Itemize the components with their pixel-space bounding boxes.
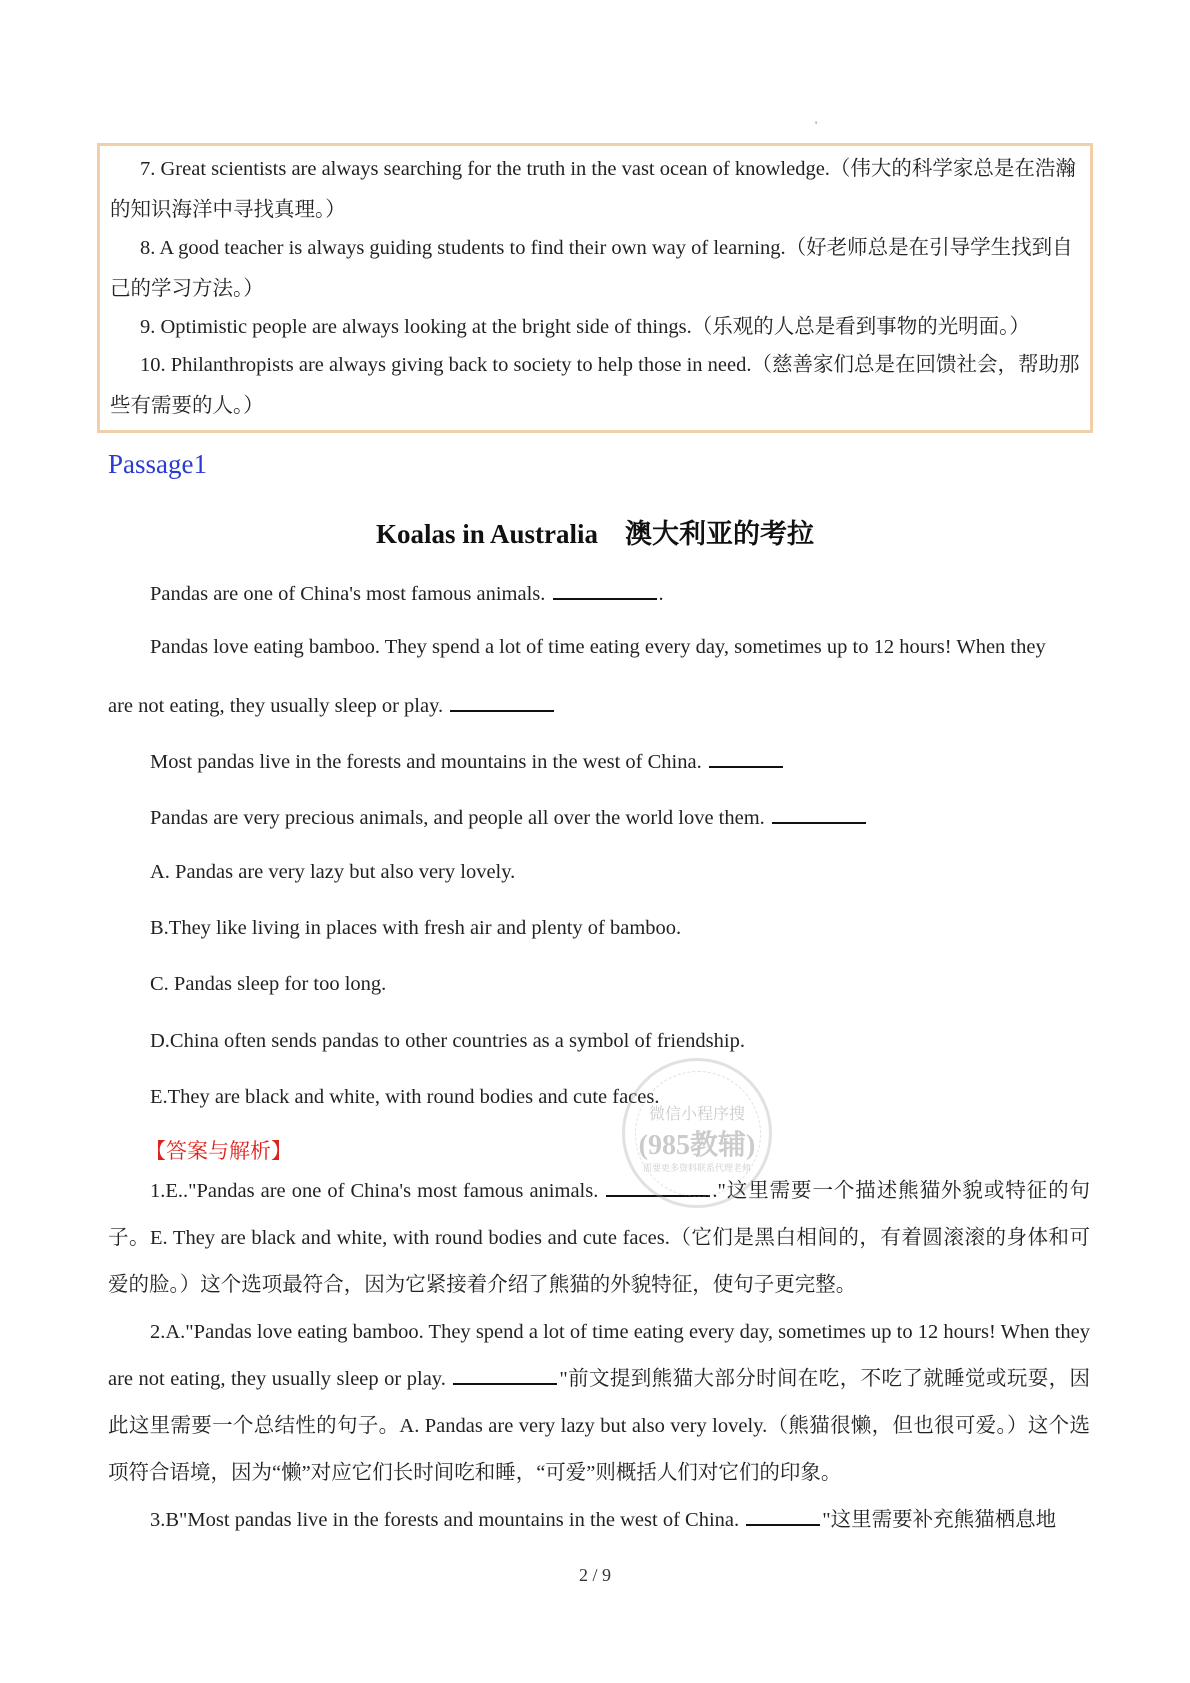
answer-1 xyxy=(108,1168,1090,1309)
passage-line-1-end: . xyxy=(658,583,664,605)
watermark-line-2: (985教辅) xyxy=(638,1130,756,1161)
passage-line-1-text: Pandas are one of China's most famous animals. xyxy=(150,583,546,605)
sentence-7 xyxy=(100,149,1090,231)
watermark-line-1: 微信小程序搜 xyxy=(648,1106,745,1123)
option-d: D.China often sends pandas to other countries as a symbol of friendship. xyxy=(150,1030,745,1052)
sentence-8-text: 8. A good teacher is always guiding students to find their own way of learning.（好老师总是在引导学生找到自己的学习方法。） xyxy=(110,237,1073,300)
sentence-9 xyxy=(100,307,1090,348)
blank-2[interactable] xyxy=(450,692,554,712)
example-sentences-box xyxy=(97,143,1093,433)
answer-3-blank xyxy=(746,1506,820,1526)
sentence-8 xyxy=(100,228,1090,310)
passage-line-4-text: Pandas are very precious animals, and people all over the world love them. xyxy=(150,807,765,829)
option-e: E.They are black and white, with round bodies and cute faces. xyxy=(150,1086,660,1108)
page-number: 2 / 9 xyxy=(578,1565,611,1585)
answer-2-post: "前文提到熊猫大部分时间在吃，不吃了就睡觉或玩耍，因此这里需要一个总结性的句子。A. Pandas are very lazy but also very lovely.（熊猫很懒，但也很可爱。）这个选项符合语境，因为“懒”对应它们长时间吃和睡，“可爱”则概括人们对它们的印象。 xyxy=(108,1368,1090,1484)
answer-section-label: 【答案与解析】 xyxy=(145,1139,292,1163)
answer-1-pre: 1.E.."Pandas are one of China's most famous animals. xyxy=(150,1180,599,1202)
answer-2-pre: 2.A."Pandas love eating bamboo. They spend a lot of time eating every day, sometimes up to 12 hours! When they are not eating, they usually sleep or play. xyxy=(108,1321,1090,1390)
passage-line-2-cont xyxy=(108,692,556,718)
sentence-10 xyxy=(100,345,1090,427)
passage-line-3-text: Most pandas live in the forests and mountains in the west of China. xyxy=(150,751,702,773)
passage-line-1 xyxy=(150,580,664,606)
answer-1-post: ."这里需要一个描述熊猫外貌或特征的句子。E. They are black and white, with round bodies and cute faces.（它们是黑白相间的，有着圆滚滚的身体和可爱的脸。）这个选项最符合，因为它紧接着介绍了熊猫的外貌特征，使句子更完整。 xyxy=(108,1180,1090,1296)
sentence-9-text: 9. Optimistic people are always looking at the bright side of things.（乐观的人总是看到事物的光明面。） xyxy=(140,316,1030,338)
blank-1[interactable] xyxy=(553,580,657,600)
passage-line-4 xyxy=(150,804,868,830)
passage-label: Passage1 xyxy=(108,449,207,479)
answer-2-blank xyxy=(453,1365,557,1385)
passage-line-2: Pandas love eating bamboo. They spend a lot of time eating every day, sometimes up to 12 hours! When they xyxy=(150,636,1046,658)
passage-title: Koalas in Australia 澳大利亚的考拉 xyxy=(375,519,815,549)
watermark-line-3: 需要更多资料联系代理老师 xyxy=(642,1163,751,1173)
option-b: B.They like living in places with fresh air and plenty of bamboo. xyxy=(150,917,682,939)
option-a: A. Pandas are very lazy but also very lovely. xyxy=(150,861,516,883)
watermark-stamp xyxy=(622,1058,772,1208)
answer-3-pre: 3.B"Most pandas live in the forests and mountains in the west of China. xyxy=(150,1509,740,1531)
blank-3[interactable] xyxy=(709,748,783,768)
option-c: C. Pandas sleep for too long. xyxy=(150,973,387,995)
answer-2 xyxy=(108,1309,1090,1497)
blank-4[interactable] xyxy=(772,804,866,824)
passage-line-2-cont-text: are not eating, they usually sleep or play. xyxy=(108,695,444,717)
sentence-10-text: 10. Philanthropists are always giving back to society to help those in need.（慈善家们总是在回馈社会，帮助那些有需要的人。） xyxy=(110,354,1080,417)
sentence-7-text: 7. Great scientists are always searching for the truth in the vast ocean of knowledge.（伟大的科学家总是在浩瀚的知识海洋中寻找真理。） xyxy=(110,158,1076,221)
answer-3 xyxy=(108,1497,1090,1544)
header-mark: ' xyxy=(815,118,818,132)
answer-3-post: "这里需要补充熊猫栖息地 xyxy=(822,1509,1057,1531)
passage-line-3 xyxy=(150,748,785,774)
